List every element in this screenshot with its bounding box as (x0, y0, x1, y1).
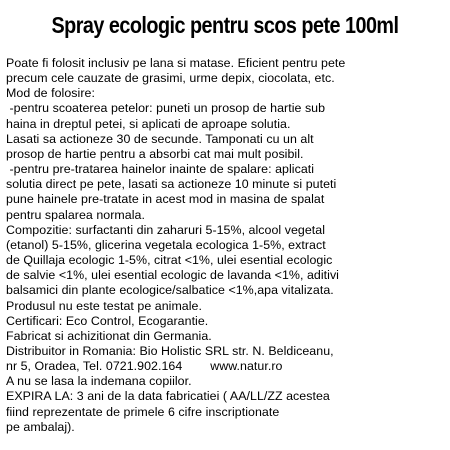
text-line: Compozitie: surfactanti din zaharuri 5-15%, alcool vegetal (6, 222, 326, 237)
text-line: pune hainele pre-tratate in acest mod in masina de spalat (6, 192, 325, 207)
text-line: pentru spalarea normala. (6, 207, 145, 222)
text-line: pe ambalaj). (6, 419, 75, 434)
text-line: prosop de hartie pentru a absorbi cat mai mult posibil. (6, 146, 304, 161)
text-line: Poate fi folosit inclusiv pe lana si matase. Eficient pentru pete (6, 56, 346, 70)
text-line: nr 5, Oradea, Tel. 0721.902.164 www.natur.ro (6, 359, 283, 374)
text-line: -pentru scoaterea petelor: puneti un prosop de hartie sub (6, 101, 326, 116)
text-line: (etanol) 5-15%, glicerina vegetala ecologica 1-5%, extract (6, 237, 326, 252)
text-line: Certificari: Eco Control, Ecogarantie. (6, 313, 209, 328)
text-line: -pentru pre-tratarea hainelor inainte de spalare: aplicati (6, 162, 315, 177)
text-line: Mod de folosire: (6, 86, 95, 101)
text-line: EXPIRA LA: 3 ani de la data fabricatiei ( AA/LL/ZZ acestea (6, 389, 330, 404)
text-line: de Quillaja ecologic 1-5%, citrat <1%, ulei esential ecologic (6, 253, 333, 268)
product-description (6, 56, 446, 435)
text-line: Lasati sa actioneze 30 de secunde. Tamponati cu un alt (6, 131, 314, 146)
text-line: Fabricat si achizitionat din Germania. (6, 328, 212, 343)
text-line: solutia direct pe pete, lasati sa actioneze 10 minute si puteti (6, 177, 337, 192)
text-line: Distribuitor in Romania: Bio Holistic SRL str. N. Beldiceanu, (6, 343, 334, 358)
text-line: de salvie <1%, ulei esential ecologic de lavanda <1%, aditivi (6, 268, 339, 283)
text-line: Produsul nu este testat pe animale. (6, 298, 202, 313)
text-line: haina in dreptul petei, si aplicati de aproape solutia. (6, 116, 291, 131)
text-line: balsamici din plante ecologice/salbatice <1%,apa vitalizata. (6, 283, 334, 298)
text-line: precum cele cauzate de grasimi, urme depix, ciocolata, etc. (6, 71, 335, 86)
product-title: Spray ecologic pentru scos pete 100ml (51, 12, 399, 38)
text-line: A nu se lasa la indemana copiilor. (6, 374, 192, 389)
text-line: fiind reprezentate de primele 6 cifre inscriptionate (6, 404, 280, 419)
